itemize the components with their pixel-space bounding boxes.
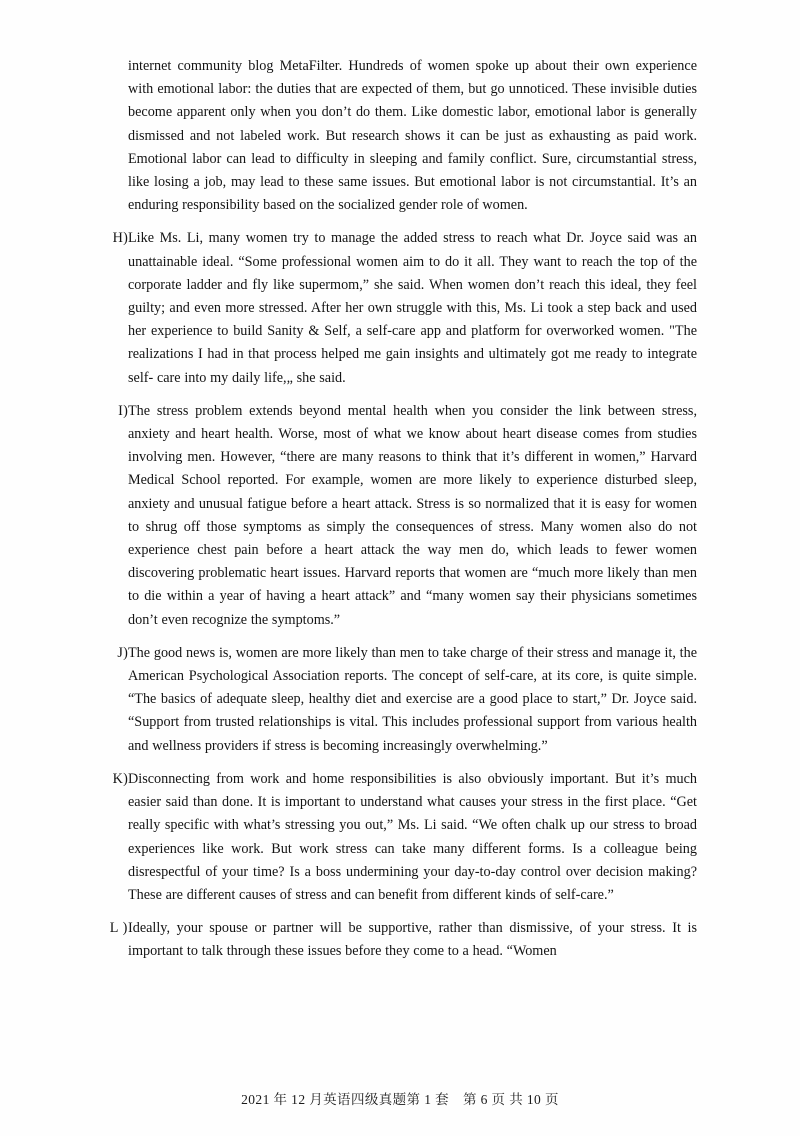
paragraph-text-i: The stress problem extends beyond mental health when you consider the link between stress, anxiety and heart health. Worse, most of what we know about heart disease comes from studies involving men. However, “there are many reasons to think that it’s different in women,” Harvard Medical School reported. For example, women are more likely to experience disturbed sleep, anxiety and unusual fatigue before a heart attack. Stress is so normalized that it is easy for women to shrug off those symptoms as simply the consequences of stress. Many women also do not experience chest pain before a heart attack the way men do, which leads to fewer women discovering problematic heart issues. Harvard reports that women are “much more likely than men to die within a year of having a heart attack” and “many women say their physicians sometimes don’t even recognize the symptoms.” (128, 402, 697, 628)
paragraph-text-h: Like Ms. Li, many women try to manage the added stress to reach what Dr. Joyce said was an unattainable ideal. “Some professional women aim to do it all. They want to reach the top of the corporate ladder and fly like supermom,” she said. When women don’t reach this ideal, they feel guilty; and even more stressed. After her own struggle with this, Ms. Li took a step back and used her experience to build Sanity & Self, a self-care app and platform for overworked women. "The realizations I had in that process helped me gain insights and ultimately got me ready to integrate self- care into my daily life,„ she said. (128, 230, 697, 386)
paragraph-text-j: The good news is, women are more likely than men to take charge of their stress and manage it, the American Psychological Association reports. The concept of self-care, at its core, is quite simple. “The basics of adequate sleep, healthy diet and exercise are a good place to start,” Dr. Joyce said. “Support from trusted relationships is vital. This includes professional support from various health and wellness providers if stress is becoming increasingly overwhelming.” (128, 644, 697, 754)
page-footer (0, 1090, 800, 1110)
paragraph-marker-k: K) (112, 770, 128, 787)
paragraph-marker-l: L ) (109, 920, 128, 937)
paragraph-marker-h: H) (112, 230, 128, 247)
paragraph-text: internet community blog MetaFilter. Hundreds of women spoke up about their own experience with emotional labor: the duties that are expected of them, but go unnoticed. These invisible duties become apparent only when you don’t do them. Like domestic labor, emotional labor is generally dismissed and not labeled work. But research shows it can be just as exhausting as paid work. Emotional labor can lead to difficulty in sleeping and family conflict. Sure, circumstantial stress, like losing a job, may lead to these same issues. But emotional labor is not circumstantial. It’s an enduring responsibility based on the socialized gender role of women. (128, 58, 697, 214)
paragraph-marker-j: J) (117, 644, 128, 661)
article-body (105, 55, 697, 964)
footer-text: 2021 年 12 月英语四级真题第 1 套 第 6 页 共 10 页 (241, 1092, 559, 1107)
paragraph-text-k: Disconnecting from work and home responsibilities is also obviously important. But it’s much easier said than done. It is important to understand what causes your stress in the first place. “Get really specific with what’s stressing you out,” Ms. Li said. “We often chalk up our stress to broad experiences like work. But work stress can take many different forms. Is a colleague being disrespectful of your time? Is a boss undermining your day-to-day control over decision making? These are different causes of stress and can benefit from different kinds of self-care.” (128, 770, 697, 903)
paragraph-k (105, 768, 697, 907)
paragraph-j (105, 642, 697, 758)
paragraph-marker-i: I) (118, 402, 128, 419)
paragraph-continued (105, 55, 697, 217)
paragraph-h (105, 227, 697, 389)
paragraph-i (105, 400, 697, 632)
paragraph-l (105, 917, 697, 963)
paragraph-text-l: Ideally, your spouse or partner will be supportive, rather than dismissive, of your stress. It is important to talk through these issues before they come to a head. “Women (128, 920, 697, 960)
